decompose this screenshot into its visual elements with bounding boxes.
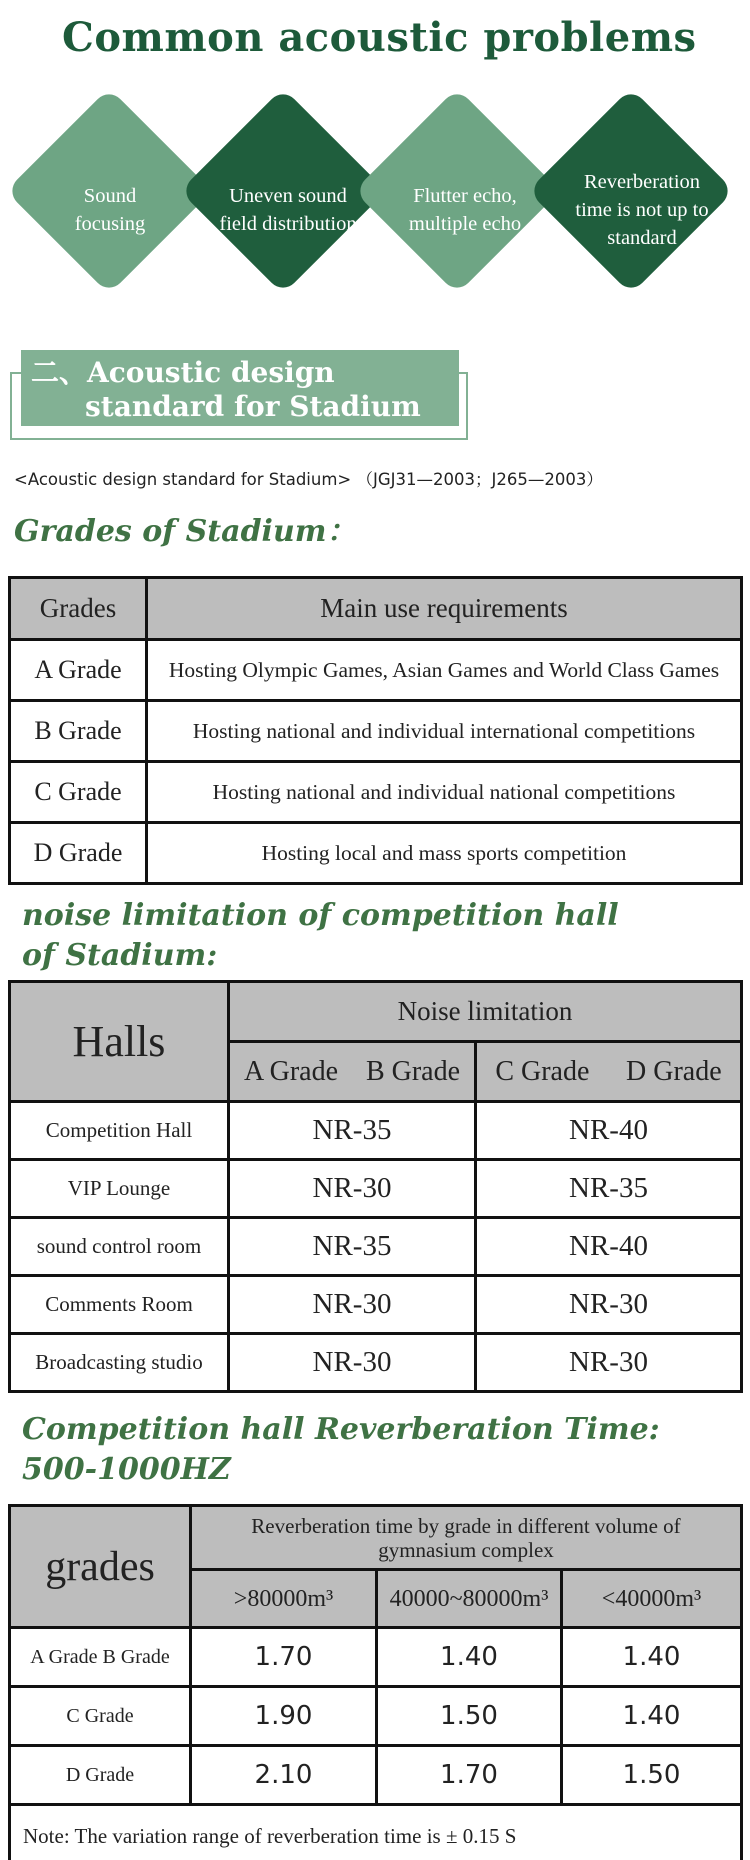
- hall-cell: VIP Lounge: [10, 1160, 229, 1218]
- hall-cell: sound control room: [10, 1218, 229, 1276]
- reverb-value-cell: 1.70: [191, 1628, 377, 1687]
- table-row: [10, 1276, 742, 1334]
- ab-grade-header: [229, 1042, 476, 1102]
- reverberation-table: [8, 1504, 743, 1860]
- reverb-span-header: Reverberation time by grade in different volume of gymnasium complex: [191, 1506, 742, 1570]
- table-row: [10, 1334, 742, 1392]
- grades-table: [8, 576, 743, 885]
- reverb-value-cell: 2.10: [191, 1746, 377, 1805]
- requirement-cell: Hosting national and individual national competitions: [147, 762, 742, 823]
- grade-cell: D Grade: [10, 1746, 191, 1805]
- noise-limitation-header: Noise limitation: [229, 982, 742, 1042]
- a-grade-label: A Grade: [243, 1055, 339, 1087]
- reverb-value-cell: 1.70: [377, 1746, 562, 1805]
- reverb-heading-line2: 500-1000HZ: [22, 1452, 231, 1487]
- volume-header-3: <40000m³: [562, 1570, 742, 1628]
- volume-header-2: 40000~80000m³: [377, 1570, 562, 1628]
- noise-cd-cell: NR-30: [476, 1334, 742, 1392]
- section-banner: [21, 350, 459, 426]
- table-row: [10, 823, 742, 884]
- reverb-value-cell: 1.40: [562, 1628, 742, 1687]
- problem-label-3: Flutter echo, multiple echo: [408, 184, 522, 235]
- table-row: [10, 762, 742, 823]
- volume-header-1: >80000m³: [191, 1570, 377, 1628]
- noise-heading: [22, 896, 619, 976]
- table-row: [10, 1628, 742, 1687]
- requirement-cell: Hosting local and mass sports competition: [147, 823, 742, 884]
- grade-cell: A Grade B Grade: [10, 1628, 191, 1687]
- table-row: [10, 1160, 742, 1218]
- reverb-value-cell: 1.90: [191, 1687, 377, 1746]
- hall-cell: Broadcasting studio: [10, 1334, 229, 1392]
- hall-cell: Comments Room: [10, 1276, 229, 1334]
- table-row: [10, 1687, 742, 1746]
- reverb-value-cell: 1.40: [377, 1628, 562, 1687]
- grades-heading: Grades of Stadium：: [14, 514, 357, 549]
- standard-reference: <Acoustic design standard for Stadium> （JGJ31—2003；J265—2003）: [14, 470, 603, 489]
- requirement-cell: Hosting Olympic Games, Asian Games and World Class Games: [147, 640, 742, 701]
- requirements-header: Main use requirements: [147, 578, 742, 640]
- grade-cell: B Grade: [10, 701, 147, 762]
- requirement-cell: Hosting national and individual international competitions: [147, 701, 742, 762]
- table-row: [10, 640, 742, 701]
- reverb-heading-line1: Competition hall Reverberation Time:: [22, 1412, 660, 1447]
- d-grade-label: D Grade: [626, 1055, 722, 1087]
- reverb-note: Note: The variation range of reverberation time is ± 0.15 S: [10, 1805, 742, 1860]
- halls-header: Halls: [10, 982, 229, 1102]
- noise-ab-cell: NR-35: [229, 1102, 476, 1160]
- grade-cell: C Grade: [10, 762, 147, 823]
- page-title: Common acoustic problems: [62, 14, 697, 61]
- reverb-value-cell: 1.40: [562, 1687, 742, 1746]
- section-number: 二、: [31, 356, 88, 389]
- grades-header: grades: [10, 1506, 191, 1628]
- problem-label-2: Uneven sound field distribution: [219, 184, 357, 235]
- noise-ab-cell: NR-30: [229, 1334, 476, 1392]
- noise-cd-cell: NR-40: [476, 1102, 742, 1160]
- table-row: [10, 1805, 742, 1860]
- acoustic-problems-diagram: [0, 100, 750, 330]
- noise-cd-cell: NR-30: [476, 1276, 742, 1334]
- table-row: [10, 1218, 742, 1276]
- reverb-value-cell: 1.50: [562, 1746, 742, 1805]
- hall-cell: Competition Hall: [10, 1102, 229, 1160]
- b-grade-label: B Grade: [365, 1055, 461, 1087]
- section-title-line2: standard for Stadium: [85, 390, 421, 423]
- noise-ab-cell: NR-35: [229, 1218, 476, 1276]
- cd-grade-header: [476, 1042, 742, 1102]
- grades-header: Grades: [10, 578, 147, 640]
- noise-ab-cell: NR-30: [229, 1160, 476, 1218]
- reverb-heading: [22, 1410, 660, 1490]
- reverb-value-cell: 1.50: [377, 1687, 562, 1746]
- section-title-line1: Acoustic design: [87, 356, 335, 389]
- c-grade-label: C Grade: [495, 1055, 590, 1087]
- grade-cell: C Grade: [10, 1687, 191, 1746]
- noise-heading-line1: noise limitation of competition hall: [22, 898, 619, 933]
- problem-label-4: Reverberation time is not up to standard: [575, 170, 709, 250]
- grade-cell: D Grade: [10, 823, 147, 884]
- noise-cd-cell: NR-40: [476, 1218, 742, 1276]
- grade-cell: A Grade: [10, 640, 147, 701]
- noise-heading-line2: of Stadium:: [22, 938, 218, 973]
- table-row: [10, 701, 742, 762]
- table-row: [10, 1102, 742, 1160]
- noise-cd-cell: NR-35: [476, 1160, 742, 1218]
- table-row: [10, 1746, 742, 1805]
- noise-ab-cell: NR-30: [229, 1276, 476, 1334]
- noise-limitation-table: [8, 980, 743, 1393]
- problem-label-1: Sound focusing: [74, 184, 146, 235]
